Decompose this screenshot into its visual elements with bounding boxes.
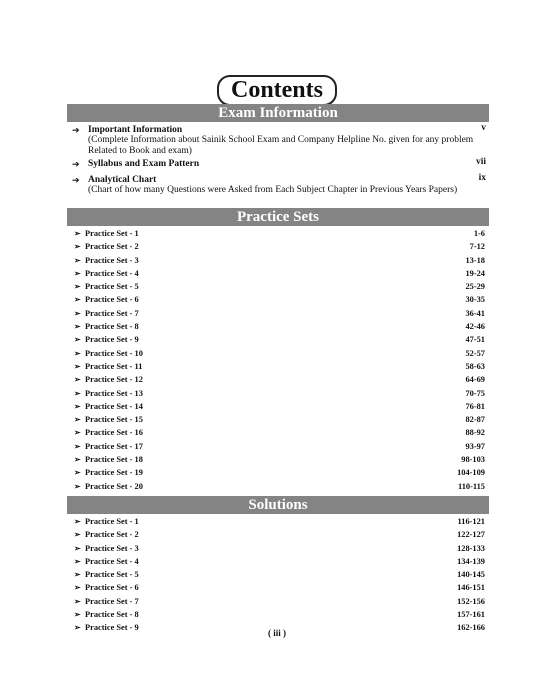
list-item-pages: 98-103 <box>461 455 485 465</box>
list-item-pages: 36-41 <box>465 308 485 318</box>
arrowhead-bullet-icon: ➢ <box>74 348 81 358</box>
arrowhead-bullet-icon: ➢ <box>74 255 81 265</box>
practice-sets-list <box>74 227 485 493</box>
list-item-label: Practice Set - 1 <box>85 229 139 238</box>
exam-info-list <box>70 125 486 199</box>
list-item-label: Practice Set - 8 <box>85 610 139 620</box>
arrowhead-bullet-icon: ➢ <box>74 517 81 526</box>
section-header-practice-sets: Practice Sets <box>67 208 489 226</box>
list-item-label: Practice Set - 7 <box>85 596 139 606</box>
list-item <box>74 240 485 253</box>
list-item <box>74 568 485 581</box>
arrowhead-bullet-icon: ➢ <box>74 468 81 478</box>
arrowhead-bullet-icon: ➢ <box>74 530 81 540</box>
list-item-pages: 104-109 <box>457 468 485 478</box>
list-item <box>74 254 485 267</box>
list-item-pages: 122-127 <box>457 530 485 540</box>
list-item-label: Practice Set - 18 <box>85 455 143 465</box>
list-item-pages: 64-69 <box>465 375 485 385</box>
list-item-label: Practice Set - 2 <box>85 530 139 540</box>
page-title: Contents <box>217 75 337 106</box>
list-item-label: Practice Set - 2 <box>85 242 139 252</box>
arrowhead-bullet-icon: ➢ <box>74 308 81 318</box>
list-item-pages: 93-97 <box>465 441 485 451</box>
list-item-pages: 134-139 <box>457 556 485 566</box>
list-item-pages: 42-46 <box>465 322 485 332</box>
list-item <box>74 280 485 293</box>
list-item-label: Practice Set - 10 <box>85 348 143 358</box>
list-item-label: Practice Set - 7 <box>85 308 139 318</box>
arrowhead-bullet-icon: ➢ <box>74 415 81 425</box>
list-item-label: Practice Set - 3 <box>85 543 139 553</box>
list-item <box>74 400 485 413</box>
list-item <box>74 307 485 320</box>
info-item-title: Analytical Chart <box>88 175 157 185</box>
list-item-pages: 152-156 <box>457 596 485 606</box>
info-item-page: ix <box>478 173 486 183</box>
page-number: ( iii ) <box>268 628 286 638</box>
list-item-label: Practice Set - 13 <box>85 388 143 398</box>
list-item-pages: 25-29 <box>465 282 485 292</box>
list-item-pages: 30-35 <box>465 295 485 305</box>
arrowhead-bullet-icon: ➢ <box>74 322 81 332</box>
right-arrow-icon: ➔ <box>72 159 80 169</box>
solutions-list <box>74 515 485 635</box>
list-item-label: Practice Set - 5 <box>85 570 139 580</box>
info-item-page: v <box>481 123 486 133</box>
info-item-page: vii <box>475 157 486 167</box>
list-item-label: Practice Set - 11 <box>85 361 143 371</box>
list-item-label: Practice Set - 9 <box>85 335 139 345</box>
list-item-pages: 52-57 <box>465 348 485 358</box>
list-item-label: Practice Set - 6 <box>85 295 139 305</box>
arrowhead-bullet-icon: ➢ <box>74 596 81 606</box>
list-item <box>74 480 485 493</box>
list-item <box>74 320 485 333</box>
list-item-pages: 116-121 <box>457 517 485 526</box>
list-item <box>74 426 485 439</box>
info-item-analytical-chart <box>70 175 486 199</box>
list-item-pages: 13-18 <box>465 255 485 265</box>
list-item <box>74 528 485 541</box>
list-item-label: Practice Set - 15 <box>85 415 143 425</box>
list-item-pages: 7-12 <box>469 242 485 252</box>
arrowhead-bullet-icon: ➢ <box>74 282 81 292</box>
list-item <box>74 333 485 346</box>
list-item-label: Practice Set - 17 <box>85 441 143 451</box>
list-item-label: Practice Set - 20 <box>85 481 143 491</box>
arrowhead-bullet-icon: ➢ <box>74 441 81 451</box>
info-item-syllabus <box>70 159 486 173</box>
arrowhead-bullet-icon: ➢ <box>74 428 81 438</box>
arrowhead-bullet-icon: ➢ <box>74 610 81 620</box>
list-item-pages: 82-87 <box>465 415 485 425</box>
list-item-label: Practice Set - 5 <box>85 282 139 292</box>
arrowhead-bullet-icon: ➢ <box>74 361 81 371</box>
list-item-label: Practice Set - 4 <box>85 556 139 566</box>
list-item-pages: 58-63 <box>465 361 485 371</box>
arrowhead-bullet-icon: ➢ <box>74 623 81 633</box>
list-item <box>74 360 485 373</box>
list-item <box>74 227 485 240</box>
title-wrap <box>0 75 554 106</box>
list-item <box>74 453 485 466</box>
arrowhead-bullet-icon: ➢ <box>74 401 81 411</box>
list-item <box>74 515 485 528</box>
list-item-label: Practice Set - 1 <box>85 517 139 526</box>
list-item-pages: 88-92 <box>465 428 485 438</box>
list-item-pages: 110-115 <box>458 481 485 491</box>
arrowhead-bullet-icon: ➢ <box>74 242 81 252</box>
list-item-label: Practice Set - 3 <box>85 255 139 265</box>
list-item-label: Practice Set - 14 <box>85 401 143 411</box>
right-arrow-icon: ➔ <box>72 125 80 135</box>
list-item-pages: 19-24 <box>465 268 485 278</box>
list-item-label: Practice Set - 19 <box>85 468 143 478</box>
list-item <box>74 387 485 400</box>
arrowhead-bullet-icon: ➢ <box>74 335 81 345</box>
list-item <box>74 542 485 555</box>
list-item <box>74 347 485 360</box>
info-item-title: Important Information <box>88 125 183 135</box>
list-item <box>74 595 485 608</box>
list-item-label: Practice Set - 12 <box>85 375 143 385</box>
info-item-description: (Complete Information about Sainik School Exam and Company Helpline No. given for any problem Related to Book and exam) <box>88 135 474 156</box>
list-item <box>74 581 485 594</box>
arrowhead-bullet-icon: ➢ <box>74 570 81 580</box>
arrowhead-bullet-icon: ➢ <box>74 229 81 238</box>
list-item-label: Practice Set - 8 <box>85 322 139 332</box>
info-item-important-information <box>70 125 486 159</box>
arrowhead-bullet-icon: ➢ <box>74 481 81 491</box>
list-item-pages: 1-6 <box>473 229 485 238</box>
section-header-solutions: Solutions <box>67 496 489 514</box>
right-arrow-icon: ➔ <box>72 175 80 185</box>
arrowhead-bullet-icon: ➢ <box>74 268 81 278</box>
list-item <box>74 373 485 386</box>
list-item-pages: 76-81 <box>465 401 485 411</box>
list-item-pages: 140-145 <box>457 570 485 580</box>
list-item-pages: 157-161 <box>457 610 485 620</box>
info-item-title: Syllabus and Exam Pattern <box>88 159 200 169</box>
list-item <box>74 608 485 621</box>
list-item-pages: 162-166 <box>457 623 485 633</box>
arrowhead-bullet-icon: ➢ <box>74 455 81 465</box>
list-item-pages: 146-151 <box>457 583 485 593</box>
list-item-pages: 128-133 <box>457 543 485 553</box>
list-item <box>74 267 485 280</box>
list-item-pages: 70-75 <box>465 388 485 398</box>
arrowhead-bullet-icon: ➢ <box>74 543 81 553</box>
list-item <box>74 413 485 426</box>
section-header-exam-information: Exam Information <box>67 104 489 122</box>
list-item <box>74 466 485 479</box>
list-item-label: Practice Set - 9 <box>85 623 139 633</box>
arrowhead-bullet-icon: ➢ <box>74 388 81 398</box>
list-item-label: Practice Set - 16 <box>85 428 143 438</box>
list-item <box>74 440 485 453</box>
info-item-description: (Chart of how many Questions were Asked from Each Subject Chapter in Previous Years Papers) <box>88 185 458 195</box>
list-item <box>74 293 485 306</box>
arrowhead-bullet-icon: ➢ <box>74 583 81 593</box>
list-item <box>74 555 485 568</box>
list-item-label: Practice Set - 6 <box>85 583 139 593</box>
arrowhead-bullet-icon: ➢ <box>74 375 81 385</box>
arrowhead-bullet-icon: ➢ <box>74 295 81 305</box>
list-item-label: Practice Set - 4 <box>85 268 139 278</box>
list-item-pages: 47-51 <box>465 335 485 345</box>
arrowhead-bullet-icon: ➢ <box>74 556 81 566</box>
